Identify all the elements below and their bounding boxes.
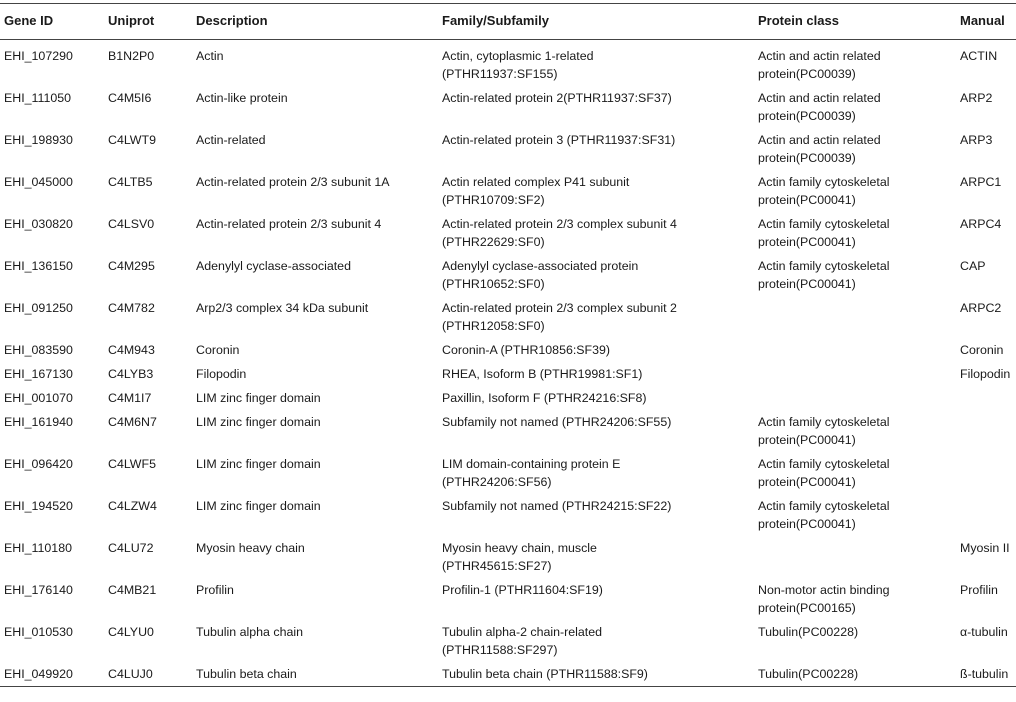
cell-manual: α-tubulin — [960, 625, 1008, 639]
table-row — [0, 40, 1016, 87]
cell-description: Actin — [196, 49, 224, 63]
cell-gene-id: EHI_010530 — [4, 625, 73, 639]
cell-description: Adenylyl cyclase-associated — [196, 259, 351, 273]
cell-protein-class — [754, 578, 956, 620]
gene-table — [0, 3, 1016, 687]
cell-family-subfamily-line-1: Subfamily not named (PTHR24215:SF22) — [442, 499, 672, 513]
cell-protein-class-line-2: protein(PC00041) — [758, 433, 856, 447]
cell-gene-id: EHI_176140 — [4, 583, 73, 597]
cell-protein-class-line-2: protein(PC00041) — [758, 193, 856, 207]
cell-gene-id: EHI_198930 — [4, 133, 73, 147]
cell-protein-class — [754, 362, 956, 386]
cell-protein-class — [754, 662, 956, 687]
cell-protein-class — [754, 86, 956, 128]
cell-manual: Coronin — [960, 343, 1004, 357]
cell-gene-id: EHI_049920 — [4, 667, 73, 681]
cell-protein-class-line-1: Actin family cytoskeletal — [758, 259, 890, 273]
cell-family-subfamily — [438, 578, 754, 620]
cell-uniprot: C4LYU0 — [108, 625, 154, 639]
cell-description: Profilin — [196, 583, 234, 597]
cell-gene-id: EHI_091250 — [4, 301, 73, 315]
cell-uniprot: C4LSV0 — [108, 217, 155, 231]
cell-description: Actin-related protein 2/3 subunit 1A — [196, 175, 390, 189]
cell-family-subfamily — [438, 620, 754, 662]
cell-family-subfamily — [438, 128, 754, 170]
table-row — [0, 362, 1016, 386]
cell-gene-id: EHI_110180 — [4, 541, 72, 555]
cell-gene-id: EHI_107290 — [4, 49, 73, 63]
cell-uniprot: C4M782 — [108, 301, 155, 315]
cell-uniprot: C4M5I6 — [108, 91, 152, 105]
cell-protein-class — [754, 170, 956, 212]
cell-family-subfamily-line-1: Paxillin, Isoform F (PTHR24216:SF8) — [442, 391, 647, 405]
cell-family-subfamily — [438, 40, 754, 87]
cell-family-subfamily-line-2: (PTHR12058:SF0) — [442, 319, 545, 333]
cell-family-subfamily-line-1: RHEA, Isoform B (PTHR19981:SF1) — [442, 367, 643, 381]
cell-manual: ARPC1 — [960, 175, 1002, 189]
cell-protein-class-line-2: protein(PC00039) — [758, 67, 856, 81]
cell-uniprot: B1N2P0 — [108, 49, 155, 63]
cell-family-subfamily-line-1: Adenylyl cyclase-associated protein — [442, 259, 639, 273]
cell-description: Filopodin — [196, 367, 247, 381]
table-row — [0, 86, 1016, 128]
cell-manual: ARP2 — [960, 91, 993, 105]
cell-family-subfamily-line-1: Subfamily not named (PTHR24206:SF55) — [442, 415, 672, 429]
cell-protein-class — [754, 452, 956, 494]
cell-protein-class-line-1: Non-motor actin binding — [758, 583, 890, 597]
cell-family-subfamily — [438, 494, 754, 536]
cell-family-subfamily — [438, 212, 754, 254]
cell-description: Tubulin beta chain — [196, 667, 297, 681]
cell-family-subfamily-line-2: (PTHR11937:SF155) — [442, 67, 558, 81]
cell-family-subfamily — [438, 254, 754, 296]
table-row — [0, 338, 1016, 362]
header-uniprot: Uniprot — [108, 13, 155, 28]
table-row — [0, 662, 1016, 687]
cell-description: LIM zinc finger domain — [196, 499, 321, 513]
cell-protein-class — [754, 40, 956, 87]
cell-family-subfamily — [438, 536, 754, 578]
cell-protein-class — [754, 386, 956, 410]
table-header — [0, 4, 1016, 40]
header-row — [0, 4, 1016, 40]
cell-manual: CAP — [960, 259, 986, 273]
cell-uniprot: C4LUJ0 — [108, 667, 153, 681]
cell-uniprot: C4LWT9 — [108, 133, 156, 147]
cell-family-subfamily — [438, 410, 754, 452]
cell-uniprot: C4LYB3 — [108, 367, 154, 381]
cell-uniprot: C4M943 — [108, 343, 155, 357]
cell-family-subfamily-line-1: Actin-related protein 2/3 complex subunit 4 — [442, 217, 677, 231]
cell-family-subfamily — [438, 170, 754, 212]
table-row — [0, 620, 1016, 662]
cell-protein-class-line-1: Actin family cytoskeletal — [758, 457, 890, 471]
cell-protein-class — [754, 494, 956, 536]
cell-uniprot: C4MB21 — [108, 583, 157, 597]
cell-protein-class-line-1: Actin family cytoskeletal — [758, 415, 890, 429]
cell-gene-id: EHI_083590 — [4, 343, 73, 357]
cell-family-subfamily-line-2: (PTHR11588:SF297) — [442, 643, 558, 657]
header-gene-id: Gene ID — [4, 13, 54, 28]
cell-manual — [956, 494, 1016, 536]
cell-description: Coronin — [196, 343, 240, 357]
cell-protein-class-line-1: Actin and actin related — [758, 91, 881, 105]
cell-family-subfamily-line-1: LIM domain-containing protein E — [442, 457, 621, 471]
cell-uniprot: C4M295 — [108, 259, 155, 273]
cell-gene-id: EHI_194520 — [4, 499, 73, 513]
cell-uniprot: C4LU72 — [108, 541, 154, 555]
cell-family-subfamily — [438, 362, 754, 386]
cell-family-subfamily-line-1: Profilin-1 (PTHR11604:SF19) — [442, 583, 603, 597]
cell-family-subfamily — [438, 296, 754, 338]
cell-family-subfamily-line-1: Actin, cytoplasmic 1-related — [442, 49, 594, 63]
cell-manual: Profilin — [960, 583, 998, 597]
cell-manual: ARPC4 — [960, 217, 1002, 231]
cell-manual: ACTIN — [960, 49, 998, 63]
cell-protein-class-line-2: protein(PC00041) — [758, 277, 856, 291]
cell-protein-class-line-2: protein(PC00039) — [758, 151, 856, 165]
table-row — [0, 170, 1016, 212]
cell-family-subfamily — [438, 662, 754, 687]
cell-protein-class — [754, 338, 956, 362]
cell-uniprot: C4LZW4 — [108, 499, 157, 513]
cell-protein-class-line-1: Actin and actin related — [758, 133, 881, 147]
cell-manual: Myosin II — [960, 541, 1010, 555]
cell-manual — [956, 410, 1016, 452]
cell-manual: Filopodin — [960, 367, 1011, 381]
cell-family-subfamily-line-2: (PTHR22629:SF0) — [442, 235, 545, 249]
cell-family-subfamily — [438, 452, 754, 494]
header-family-subfamily: Family/Subfamily — [442, 13, 549, 28]
cell-protein-class-line-2: protein(PC00039) — [758, 109, 856, 123]
cell-uniprot: C4LTB5 — [108, 175, 153, 189]
cell-protein-class — [754, 296, 956, 338]
cell-description: Tubulin alpha chain — [196, 625, 304, 639]
header-protein-class: Protein class — [758, 13, 839, 28]
table-row — [0, 386, 1016, 410]
cell-family-subfamily-line-1: Tubulin alpha-2 chain-related — [442, 625, 603, 639]
cell-manual: ß-tubulin — [960, 667, 1009, 681]
cell-protein-class — [754, 212, 956, 254]
cell-family-subfamily — [438, 86, 754, 128]
cell-manual: ARP3 — [960, 133, 993, 147]
cell-gene-id: EHI_001070 — [4, 391, 73, 405]
cell-protein-class-line-1: Tubulin(PC00228) — [758, 625, 859, 639]
cell-protein-class — [754, 128, 956, 170]
cell-protein-class-line-2: protein(PC00041) — [758, 475, 856, 489]
cell-manual — [956, 452, 1016, 494]
cell-manual — [956, 386, 1016, 410]
cell-protein-class-line-1: Actin family cytoskeletal — [758, 175, 890, 189]
cell-family-subfamily-line-2: (PTHR24206:SF56) — [442, 475, 552, 489]
cell-family-subfamily-line-1: Tubulin beta chain (PTHR11588:SF9) — [442, 667, 648, 681]
cell-family-subfamily-line-1: Actin-related protein 2(PTHR11937:SF37) — [442, 91, 672, 105]
cell-gene-id: EHI_136150 — [4, 259, 73, 273]
cell-protein-class-line-2: protein(PC00041) — [758, 235, 856, 249]
cell-family-subfamily-line-1: Actin related complex P41 subunit — [442, 175, 630, 189]
cell-uniprot: C4M1I7 — [108, 391, 152, 405]
cell-protein-class-line-2: protein(PC00041) — [758, 517, 856, 531]
cell-protein-class-line-1: Tubulin(PC00228) — [758, 667, 859, 681]
cell-protein-class-line-1: Actin family cytoskeletal — [758, 217, 890, 231]
cell-family-subfamily-line-2: (PTHR10652:SF0) — [442, 277, 545, 291]
cell-gene-id: EHI_167130 — [4, 367, 73, 381]
cell-family-subfamily — [438, 338, 754, 362]
cell-protein-class — [754, 620, 956, 662]
cell-protein-class — [754, 254, 956, 296]
cell-manual: ARPC2 — [960, 301, 1002, 315]
cell-gene-id: EHI_161940 — [4, 415, 73, 429]
cell-description: LIM zinc finger domain — [196, 391, 321, 405]
cell-family-subfamily — [438, 386, 754, 410]
cell-gene-id: EHI_030820 — [4, 217, 73, 231]
cell-uniprot: C4LWF5 — [108, 457, 156, 471]
cell-description: Actin-related protein 2/3 subunit 4 — [196, 217, 382, 231]
cell-description: Actin-related — [196, 133, 266, 147]
cell-uniprot: C4M6N7 — [108, 415, 157, 429]
table-body — [0, 40, 1016, 687]
cell-family-subfamily-line-1: Actin-related protein 2/3 complex subunit 2 — [442, 301, 677, 315]
cell-family-subfamily-line-1: Myosin heavy chain, muscle — [442, 541, 597, 555]
table-row — [0, 452, 1016, 494]
cell-gene-id: EHI_096420 — [4, 457, 73, 471]
table-row — [0, 536, 1016, 578]
table-row — [0, 578, 1016, 620]
cell-description: LIM zinc finger domain — [196, 457, 321, 471]
cell-description: Arp2/3 complex 34 kDa subunit — [196, 301, 369, 315]
cell-protein-class-line-1: Actin family cytoskeletal — [758, 499, 890, 513]
cell-family-subfamily-line-2: (PTHR45615:SF27) — [442, 559, 552, 573]
table-row — [0, 296, 1016, 338]
cell-description: LIM zinc finger domain — [196, 415, 321, 429]
table-row — [0, 494, 1016, 536]
cell-family-subfamily-line-2: (PTHR10709:SF2) — [442, 193, 545, 207]
cell-protein-class — [754, 536, 956, 578]
header-description: Description — [196, 13, 268, 28]
cell-family-subfamily-line-1: Coronin-A (PTHR10856:SF39) — [442, 343, 611, 357]
cell-description: Actin-like protein — [196, 91, 288, 105]
cell-protein-class-line-2: protein(PC00165) — [758, 601, 856, 615]
cell-gene-id: EHI_111050 — [4, 91, 72, 105]
header-manual: Manual — [960, 13, 1005, 28]
cell-gene-id: EHI_045000 — [4, 175, 73, 189]
cell-protein-class-line-1: Actin and actin related — [758, 49, 881, 63]
table-row — [0, 128, 1016, 170]
cell-protein-class — [754, 410, 956, 452]
table-row — [0, 410, 1016, 452]
table-row — [0, 254, 1016, 296]
cell-family-subfamily-line-1: Actin-related protein 3 (PTHR11937:SF31) — [442, 133, 676, 147]
table-row — [0, 212, 1016, 254]
cell-description: Myosin heavy chain — [196, 541, 305, 555]
